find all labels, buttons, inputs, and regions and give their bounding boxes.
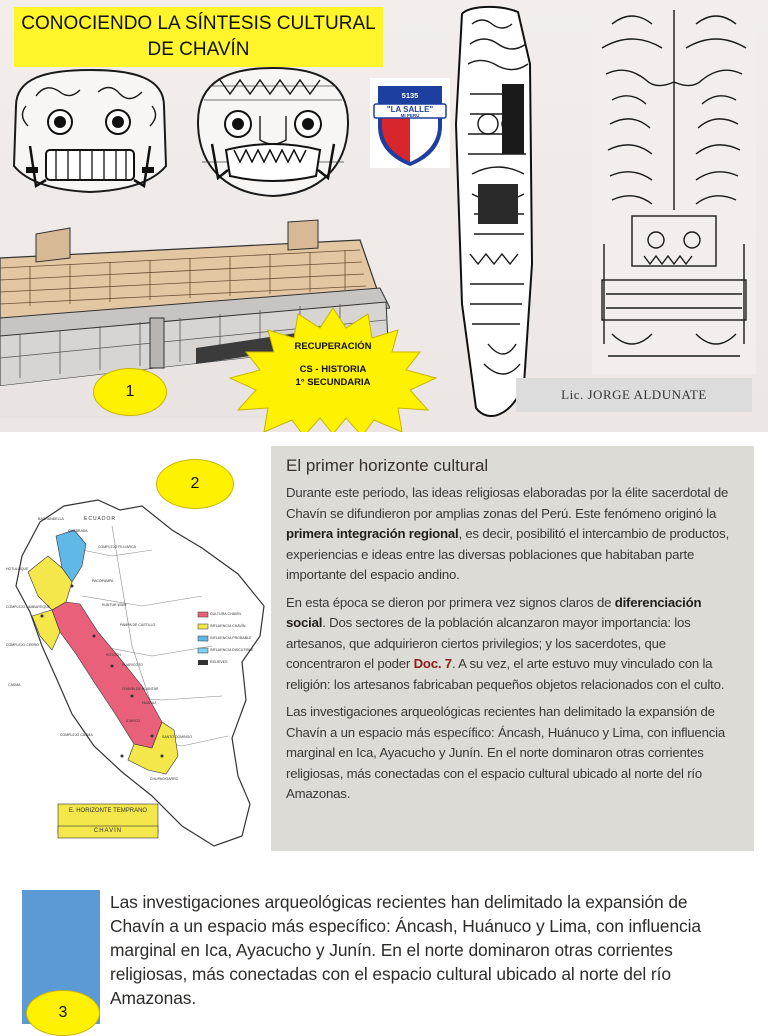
starburst-line-1: RECUPERACIÓN [294,341,372,352]
excerpt-paragraph-1 [286,483,742,586]
logo-name: "LA SALLE" [386,105,434,114]
p2-emphasis: diferenciación social [286,594,702,630]
logo-subtitle: MI PERÚ [400,113,420,118]
legend-label-4: INFLUENCIA DISCUTIBLE [210,648,254,652]
svg-text:COMPLEJO CASMA: COMPLEJO CASMA [60,733,93,737]
lanzon-monolith-illustration [448,4,542,428]
p1-emphasis: primera integración regional [286,526,459,541]
p2-text-d: . A su vez, el arte estuvo muy vinculado con la religión: los artesanos fabricaban pequeños objetos relacionados con el culto. [286,656,725,692]
section-number-badge: 1 [93,368,167,416]
svg-text:PAMPA DE CASTILLO: PAMPA DE CASTILLO [120,623,156,627]
highlighted-quote: Las investigaciones arqueológicas recientes han delimitado la expansión de Chavín a un espacio más específico: Áncash, Huánuco y Lima, con influencia marginal en Ica, Ayacucho y Junín. En el norte dominaron otras corrientes religiosas, más conectadas con el espacio cultural ubicado al norte del río Amazonas. [110,892,701,1008]
p1-text-a: Durante este periodo, las ideas religiosas elaboradas por la élite sacerdotal de Chavín se difundieron por amplias zonas del Perú. Este fenómeno originó la [286,485,729,521]
svg-text:CHAVÍN DE HUÁNTAR: CHAVÍN DE HUÁNTAR [122,687,159,691]
legend-label-1: CULTURA CHAVÍN [210,612,241,616]
map-caption-horizon: E. HORIZONTE TEMPRANO [68,808,148,814]
legend-label-2: INFLUENCIA CHAVÍN [210,624,246,628]
stone-head-left-illustration [6,66,174,200]
p2-text-c: . Dos sectores de la población alcanzaron mayor importancia: los artesanos, que adquirieron ciertos privilegios; y los sacerdotes, que concentraron el poder [286,615,691,671]
excerpt-heading: El primer horizonte cultural [286,456,489,475]
raimondi-stele-illustration [592,4,756,374]
section-number-badge: 2 [156,459,234,509]
svg-text:CASMA: CASMA [8,683,21,687]
poster-section [0,0,768,432]
peru-chavin-map [2,486,268,856]
logo-number: 5135 [401,91,419,100]
doc-reference: Doc. 7 [413,656,452,671]
svg-text:ATARCO: ATARCO [126,719,141,723]
svg-text:QUEBRADA: QUEBRADA [68,529,88,533]
svg-text:KUNTUR WASI: KUNTUR WASI [102,603,127,607]
svg-text:COMPLEJO CERRO: COMPLEJO CERRO [6,643,39,647]
author-credit-text: Lic. JORGE ALDUNATE [561,387,707,402]
starburst-line-2: CS - HISTORIA [299,364,367,375]
p2-text-a: En esta época se dieron por primera vez signos claros de [286,594,615,610]
excerpt-paragraph-3: Las investigaciones arqueológicas recientes han delimitado la expansión de Chavín a un espacio más específico: Áncash, Huánuco y Lima, con influencia marginal en Ica, Ayacucho y Junín. En el norte dominaron otras corrientes religiosas, más conectadas con el espacio cultural ubicado al norte del río Amazonas. [286,704,725,801]
svg-text:KOTOSH: KOTOSH [106,653,121,657]
svg-text:COMPLEJO LAMBAYEQUE: COMPLEJO LAMBAYEQUE [6,605,51,609]
author-credit [516,378,752,412]
svg-text:CHUPACIGARRO: CHUPACIGARRO [150,777,179,781]
legend-label-5: RELIEVES [210,660,228,664]
p1-text-c: , es decir, posibilitó el intercambio de productos, experiencias e ideas entre las diversas poblaciones que habitaban parte importante del espacio andino. [286,526,730,582]
svg-text:SANTO DOMINGO: SANTO DOMINGO [162,735,193,739]
legend-label-3: INFLUENCIA PROBABLE [210,636,252,640]
svg-text:HOTULLIQUE: HOTULLIQUE [6,567,29,571]
stone-head-right-illustration [190,66,356,200]
svg-text:HUARICOTO: HUARICOTO [122,663,143,667]
starburst-line-3: 1° SECUNDARIA [295,377,371,388]
svg-text:COMPLEJO FILLIARCA: COMPLEJO FILLIARCA [98,545,136,549]
starburst-text [258,340,408,389]
svg-text:BAGRANDELLA: BAGRANDELLA [38,517,64,521]
svg-text:HUARAZ: HUARAZ [142,701,157,705]
svg-text:PACOPAMPA: PACOPAMPA [92,579,114,583]
excerpt-paragraph-2 [286,593,742,696]
map-caption-chavin: CHAVÍN [93,828,123,834]
section-number-badge: 3 [26,990,100,1036]
logo-top-text: I.E.P. [403,82,417,88]
textbook-excerpt [271,446,754,851]
page-title: CONOCIENDO LA SÍNTESIS CULTURAL DE CHAVÍN [14,7,383,67]
map-country-label: ECUADOR [84,516,117,522]
